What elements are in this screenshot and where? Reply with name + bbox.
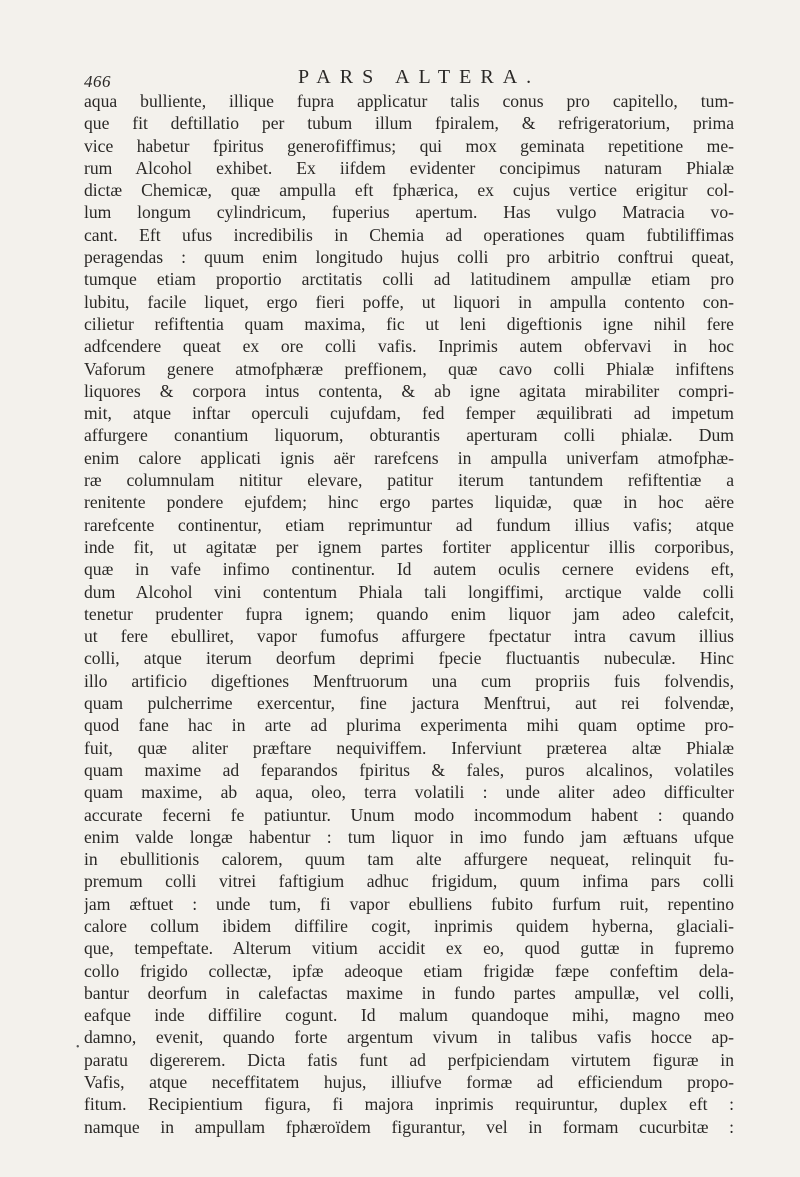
text-line: liquores & corpora intus contenta, & ab igne agitata mirabiliter compri-: [84, 380, 734, 401]
text-line: enim valde longæ habentur : tum liquor in imo fundo jam æftuans ufque: [84, 826, 734, 847]
text-line: inde fit, ut agitatæ per ignem partes fortiter applicentur illis corporibus,: [84, 536, 734, 557]
text-line: in ebullitionis calorem, quum tam alte affurgere nequeat, relinquit fu-: [84, 849, 734, 870]
text-line: cant. Eft ufus incredibilis in Chemia ad operationes quam fubtiliffimas: [84, 224, 734, 245]
text-line: adfcendere queat ex ore colli vafis. Inprimis autem obfervavi in hoc: [84, 336, 734, 357]
text-line: vice habetur fpiritus generofiffimus; qui mox geminata repetitione me-: [84, 135, 734, 156]
margin-mark: •: [76, 1042, 80, 1053]
text-line: aqua bulliente, illique fupra applicatur talis conus pro capitello, tum-: [84, 91, 734, 111]
text-line: ræ columnulam nititur elevare, patitur iterum tantundem refiftentiæ a: [84, 470, 734, 491]
body-text: [84, 90, 734, 1138]
text-line: damno, evenit, quando forte argentum vivum in talibus vafis hocce ap-: [84, 1027, 734, 1048]
text-line: rum Alcohol exhibet. Ex iifdem evidenter concipimus naturam Phialæ: [84, 157, 734, 178]
text-line: cilietur refiftentia quam maxima, fic ut leni digeftionis igne nihil fere: [84, 313, 734, 334]
text-line: peragendas : quum enim longitudo hujus colli pro arbitrio conftrui queat,: [84, 247, 734, 268]
text-line: eafque inde diffilire cogunt. Id malum quandoque mihi, magno meo: [84, 1005, 734, 1026]
text-line: quod fane hac in arte ad plurima experimenta mihi quam optime pro-: [84, 715, 734, 736]
text-line: calore collum ibidem diffilire cogit, inprimis quidem hyberna, glaciali-: [84, 915, 734, 936]
text-line: dum Alcohol vini contentum Phiala tali longiffimi, arctique valde colli: [84, 581, 734, 602]
text-line: bantur deorfum in calefactas maxime in fundo partes ampullæ, vel colli,: [84, 982, 734, 1003]
running-head: PARS ALTERA.: [298, 66, 541, 88]
text-line: jam æftuet : unde tum, fi vapor ebulliens fubito furfum ruit, repentino: [84, 893, 734, 914]
text-line: quam maxime ad feparandos fpiritus & fales, puros alcalinos, volatiles: [84, 759, 734, 780]
page-header: [84, 66, 724, 90]
text-line: fuit, quæ aliter præftare nequiviffem. Inferviunt præterea altæ Phialæ: [84, 737, 734, 758]
text-line: tenetur prudenter fupra ignem; quando enim liquor jam adeo calefcit,: [84, 603, 734, 624]
text-line: quæ in vafe infimo continentur. Id autem oculis cernere evidens eft,: [84, 559, 734, 580]
text-line: que, tempeftate. Alterum vitium accidit ex eo, quod guttæ in fupremo: [84, 938, 734, 959]
text-line: colli, atque iterum deorfum deprimi fpecie fluctuantis nubeculæ. Hinc: [84, 648, 734, 669]
text-line: accurate fecerni fe patiuntur. Unum modo incommodum habent : quando: [84, 804, 734, 825]
text-line: affurgere conantium liquorum, obturantis aperturam colli phialæ. Dum: [84, 425, 734, 446]
page-number: 466: [84, 72, 111, 91]
text-line: mit, atque inftar operculi cujufdam, fed femper æquilibrati ad impetum: [84, 403, 734, 424]
text-line: illo artificio digeftiones Menftruorum una cum propriis fuis folvendis,: [84, 670, 734, 691]
text-line: que fit deftillatio per tubum illum fpiralem, & refrigeratorium, prima: [84, 113, 734, 134]
text-line: Vaforum genere atmofphæræ preffionem, quæ cavo colli Phialæ infiftens: [84, 358, 734, 379]
text-line: renitente pondere ejufdem; hinc ergo partes liquidæ, quæ in hoc aëre: [84, 492, 734, 513]
text-line: Vafis, atque neceffitatem hujus, illiufve formæ ad efficiendum propo-: [84, 1072, 734, 1093]
text-line: quam maxime, ab aqua, oleo, terra volatili : unde aliter adeo difficulter: [84, 782, 734, 803]
text-line: tumque etiam proportio arctitatis colli ad latitudinem ampullæ etiam pro: [84, 269, 734, 290]
text-line: collo frigido collectæ, ipfæ adeoque etiam frigidæ fæpe confeftim dela-: [84, 960, 734, 981]
text-line: enim calore applicati ignis aër rarefcens in ampulla univerfam atmofphæ-: [84, 447, 734, 468]
text-line: premum colli vitrei faftigium adhuc frigidum, quum infima pars colli: [84, 871, 734, 892]
text-line: ut fere ebulliret, vapor fumofus affurgere fpectatur intra cavum illius: [84, 626, 734, 647]
text-line: dictæ Chemicæ, quæ ampulla eft fphærica, ex cujus vertice erigitur col-: [84, 180, 734, 201]
text-line: quam pulcherrime exercentur, fine jactura Menftrui, aut rei folvendæ,: [84, 693, 734, 714]
text-line: namque in ampullam fphæroïdem figurantur, vel in formam cucurbitæ :: [84, 1116, 734, 1137]
text-line: fitum. Recipientium figura, fi majora inprimis requiruntur, duplex eft :: [84, 1094, 734, 1115]
text-line: lum longum cylindricum, fuperius apertum. Has vulgo Matracia vo-: [84, 202, 734, 223]
text-line: paratu digererem. Dicta fatis funt ad perfpiciendam virtutem figuræ in: [84, 1049, 734, 1070]
text-line: rarefcente continentur, etiam reprimuntur ad fundum illius vafis; atque: [84, 514, 734, 535]
text-line: lubitu, facile liquet, ergo fieri poffe, ut liquori in ampulla contento con-: [84, 291, 734, 312]
